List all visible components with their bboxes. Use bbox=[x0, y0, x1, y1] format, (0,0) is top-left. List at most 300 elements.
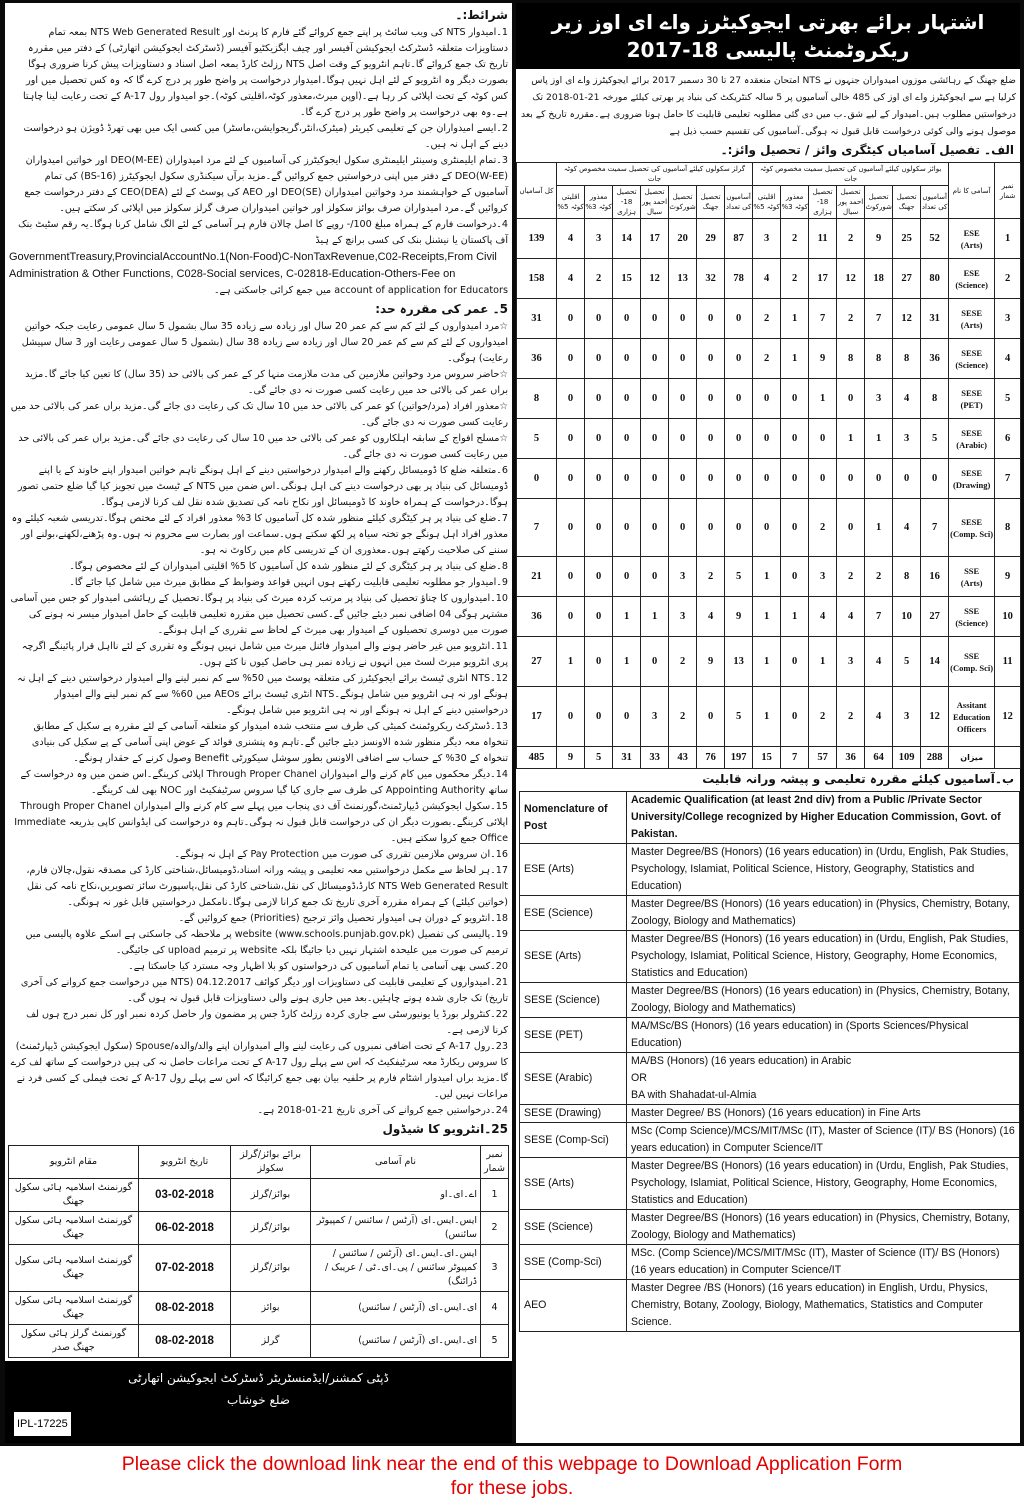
rule-item: 14۔دیگر محکموں میں کام کرنے والے امیدواران Through Proper Chanel اپلائی کرینگے۔اس ضمن میں وہ درخواست کے ساتھ Appointing Authority کی طرف سے جاری کیا گیا سروس سرٹیفکیٹ اور NOC بھی لف کرینگے۔ bbox=[20, 769, 508, 796]
girls-value-cell: 0 bbox=[697, 339, 725, 379]
boys-value-cell: 2 bbox=[837, 299, 865, 339]
boys-value-cell: 4 bbox=[865, 637, 893, 687]
boys-value-cell: 1 bbox=[809, 637, 837, 687]
nomenclature-header: Nomenclature of Post bbox=[520, 792, 627, 844]
qualification-cell: Master Degree/ BS (Honors) (16 years education) in Fine Arts bbox=[627, 1105, 1020, 1123]
condition-item: 1۔امیدوار NTS کی ویب سائٹ پر اپنے جمع کروائے گئے فارم کا پرنٹ اور NTS Web Generated Result بمعہ تمام دستاویزات متعلقہ ڈسٹرکٹ ایجوکیشن آفیسر اور چیف ایگزیکٹیو آفیسر (ڈسٹرکٹ ایجوکیشن اتھارٹی) کے دفتر میں مقررہ تاریخ تک جمع کروائے گا۔تاہم انٹرویو کے وقت اصل NTS رزلٹ کارڈ بمعہ اصل اسناد و دستاویزات پیش کرنا ضروری ہوگا بصورت دیگر وہ انٹرویو کے لئے اہل نہیں ہوگا۔امیدوار درخواست پر واضح طور پر درج کرے گا کہ وہ کس تحصیل میں اور کس کوٹہ کے تحت اپلائی کر رہا ہے۔(اوپن میرٹ،معذور کوٹہ،اقلیتی کوٹہ)۔جو امیدوار رول A-17 کے تحت رعایت لینا چاہتا ہے۔وہ بھی درخواست پر واضح طور پر درج کرے گا۔ bbox=[22, 27, 508, 118]
girls-value-cell: 0 bbox=[669, 459, 697, 499]
condition-item: 3۔تمام ایلیمنٹری وسینئر ایلیمنٹری سکول ایجوکیٹرز کی آسامیوں کے لئے مرد امیدواران DEO(M-EE) اور خواتین امیدواران DEO(W-EE) کے دفتر میں اپنی درخواستیں جمع کروائیں گے۔مزید برآں سیکنڈری سکول ایجوکیٹرز (BS-16) کی تمام آسامیوں کے خواہشمند مرد وخواتین امیدواران DEO(SE) اور AEO کی پوسٹ کے لئے CEO(DEA) کے دفتر درخواست جمع کروائیں گے۔مرد امیدواران صرف بوائز سکولز اور خواتین امیدواران صرف گرلز سکولز میں اپلائی کر سکتے ہیں۔ bbox=[24, 155, 508, 214]
boys-value-cell: 4 bbox=[753, 259, 781, 299]
vacancy-row bbox=[517, 597, 1021, 637]
boys-value-cell: 4 bbox=[809, 597, 837, 637]
boys-value-cell: 0 bbox=[837, 459, 865, 499]
girls-total-cell: 9 bbox=[557, 747, 585, 769]
boys-value-cell: 8 bbox=[837, 339, 865, 379]
girls-value-cell: 0 bbox=[669, 299, 697, 339]
boys-value-cell: 3 bbox=[893, 419, 921, 459]
serial-cell: 7 bbox=[995, 459, 1021, 499]
post-nomenclature-cell: SESE (Arts) bbox=[520, 931, 627, 983]
boys-value-cell: 1 bbox=[809, 379, 837, 419]
conditions-column bbox=[5, 3, 512, 1443]
rule-item: 12۔NTS انٹری ٹیسٹ برائے ایجوکیٹرز کی متعلقہ پوسٹ میں 50% سے کم نمبر لینے والے امیدوار درخواستیں دینے کے اہل نہ ہونگے اور نہ ہی انٹرویو میں شامل ہونگے۔NTS انٹری ٹیسٹ برائے AEOs میں 60% سے کم نمبر لینے والے امیدوار درخواستیں دینے کے اہل نہ ہونگے اور نہ ہی انٹرویو میں شامل ہونگے۔ bbox=[17, 673, 508, 716]
girls-value-cell: 9 bbox=[697, 637, 725, 687]
post-cell bbox=[949, 219, 995, 259]
qualification-row bbox=[520, 1245, 1020, 1280]
rule-item: 15۔سکول ایجوکیشن ڈیپارٹمنٹ،گورنمنٹ آف دی پنجاب میں پہلے سے کام کرنے والے امیدواران Through Proper Chanel اپلائی کرینگے۔بصورت دیگر ان کی درخواست قابل قبول نہ ہوگی۔تاہم وہ درخواست کی ایڈوانس کاپی بذریعہ Immediate Office جمع کروا سکتے ہیں۔ bbox=[14, 801, 508, 844]
boys-value-cell: 1 bbox=[753, 557, 781, 597]
post-cell bbox=[949, 339, 995, 379]
post-name-cell: ایس۔ایس۔ای (آرٹس / سائنس / کمپیوٹر سائنس) bbox=[311, 1212, 481, 1245]
girls-value-cell: 2 bbox=[669, 637, 697, 687]
rule-item: 6۔متعلقہ ضلع کا ڈومیسائل رکھنے والے امیدوار درخواستیں دینے کے اہل ہونگے تاہم خواتین امیدوار اپنے خاوند کے یا اپنے ڈومیسائل کی بنیاد پر بھی درخواست دینے کی اہل ہونگی۔اس ضمن میں NTS کے ٹیسٹ میں تجویز کیا گیا ضلع حتمی تصور ہوگا۔درخواست کے ہمراہ خاوند کا ڈومیسائل اور نکاح نامہ کی تصدیق شدہ نقل لف کرنا لازمی ہوگا۔ bbox=[17, 465, 508, 508]
girls-value-cell: 0 bbox=[585, 687, 613, 747]
boys-value-cell: 27 bbox=[893, 259, 921, 299]
post-header: آسامی کا نام bbox=[949, 163, 995, 219]
girls-value-cell: 0 bbox=[669, 379, 697, 419]
girls-value-cell: 12 bbox=[641, 259, 669, 299]
boys-value-cell: 2 bbox=[753, 299, 781, 339]
school-type-cell: گرلز bbox=[231, 1325, 311, 1358]
vacancy-row bbox=[517, 499, 1021, 557]
boys-value-cell: 16 bbox=[921, 557, 949, 597]
vacancy-subheader-row bbox=[517, 186, 1021, 219]
total-cell: 36 bbox=[517, 597, 557, 637]
post-name-line: Assitant bbox=[956, 699, 987, 710]
post-nomenclature-cell: ESE (Arts) bbox=[520, 844, 627, 896]
boys-total-cell: 57 bbox=[809, 747, 837, 769]
total-cell: 5 bbox=[517, 419, 557, 459]
qualification-cell: Master Degree/BS (Honors) (16 years education) in (Urdu, English, Pak Studies, Psychology, Islamiat, Political Science, History, Geography, Statistics and Education) bbox=[627, 844, 1020, 896]
total-row-label: میزان bbox=[949, 747, 995, 769]
qualification-row bbox=[520, 983, 1020, 1018]
vacancy-row bbox=[517, 299, 1021, 339]
boys-value-cell: 7 bbox=[921, 499, 949, 557]
girls-subheader: اقلیتی کوٹہ 5% bbox=[557, 186, 585, 219]
interview-row bbox=[9, 1245, 509, 1292]
girls-value-cell: 0 bbox=[641, 419, 669, 459]
post-name-line: (Arts) bbox=[960, 319, 983, 330]
post-name-cell: اے۔ای۔او bbox=[311, 1179, 481, 1212]
boys-value-cell: 7 bbox=[865, 597, 893, 637]
girls-total-cell: 76 bbox=[697, 747, 725, 769]
rule-item: 9۔امیدوار جو مطلوبہ تعلیمی قابلیت رکھتے ہوں انہیں قواعد وضوابط کے مطابق میرٹ میں شامل کیا جائے گا۔ bbox=[69, 577, 508, 588]
interview-date-cell: 06-02-2018 bbox=[139, 1212, 231, 1245]
girls-value-cell: 1 bbox=[557, 637, 585, 687]
boys-value-cell: 14 bbox=[921, 637, 949, 687]
total-cell: 17 bbox=[517, 687, 557, 747]
girls-value-cell: 0 bbox=[585, 299, 613, 339]
venue-cell: گورنمنٹ اسلامیہ ہائی سکول جھنگ bbox=[9, 1292, 139, 1325]
post-name-line: SESE bbox=[961, 307, 983, 318]
boys-value-cell: 0 bbox=[921, 459, 949, 499]
boys-subheader: تحصیل جھنگ bbox=[893, 186, 921, 219]
girls-value-cell: 3 bbox=[669, 557, 697, 597]
boys-value-cell: 9 bbox=[865, 219, 893, 259]
vacancy-row bbox=[517, 339, 1021, 379]
rule-item: 22۔کنٹرولر بورڈ یا یونیورسٹی سے جاری کردہ رزلٹ کارڈ جس پر مضمون وار حاصل کردہ نمبر اور کل نمبر درج ہوں لف کرنا لازمی ہے۔ bbox=[26, 1009, 508, 1036]
qualification-cell: Master Degree/BS (Honors) (16 years education) in (Physics, Chemistry, Botany, Zoology, Biology and Mathematics) bbox=[627, 896, 1020, 931]
post-name-cell: ای۔ایس۔ای (آرٹس / سائنس) bbox=[311, 1325, 481, 1358]
boys-value-cell: 0 bbox=[809, 459, 837, 499]
post-name-line: (Arts) bbox=[960, 577, 983, 588]
serial-cell: 2 bbox=[995, 259, 1021, 299]
boys-value-cell: 3 bbox=[865, 379, 893, 419]
boys-value-cell: 0 bbox=[781, 379, 809, 419]
vacancies-column bbox=[516, 3, 1020, 1443]
boys-value-cell: 0 bbox=[809, 419, 837, 459]
post-name-line: SESE bbox=[961, 427, 983, 438]
girls-value-cell: 0 bbox=[725, 499, 753, 557]
girls-value-cell: 3 bbox=[585, 219, 613, 259]
post-name-line: (Science) bbox=[955, 359, 988, 370]
girls-value-cell: 0 bbox=[557, 459, 585, 499]
vacancy-total-row bbox=[517, 747, 1021, 769]
total-cell: 7 bbox=[517, 499, 557, 557]
qualification-row bbox=[520, 1105, 1020, 1123]
girls-value-cell: 2 bbox=[697, 557, 725, 597]
boys-value-cell: 80 bbox=[921, 259, 949, 299]
post-cell bbox=[949, 637, 995, 687]
qualification-row bbox=[520, 1123, 1020, 1158]
school-type-cell: بوائز/گرلز bbox=[231, 1245, 311, 1292]
post-name-line: ESE bbox=[963, 267, 980, 278]
girls-value-cell: 0 bbox=[557, 339, 585, 379]
girls-value-cell: 4 bbox=[557, 219, 585, 259]
girls-value-cell: 3 bbox=[669, 597, 697, 637]
boys-value-cell: 0 bbox=[781, 459, 809, 499]
boys-value-cell: 52 bbox=[921, 219, 949, 259]
girls-value-cell: 0 bbox=[557, 557, 585, 597]
post-nomenclature-cell: AEO bbox=[520, 1280, 627, 1332]
girls-value-cell: 0 bbox=[697, 379, 725, 419]
serial-cell: 2 bbox=[481, 1212, 509, 1245]
post-nomenclature-cell: SSE (Comp-Sci) bbox=[520, 1245, 627, 1280]
qualification-row bbox=[520, 1018, 1020, 1053]
condition-item: 2۔ایسے امیدواران جن کے تعلیمی کیریئر (میٹرک،انٹر،گریجوایشن،ماسٹر) میں کسی ایک میں بھی تھرڈ ڈویژن ہو درخواست دینے کے اہل نہ ہیں۔ bbox=[23, 123, 508, 150]
boys-value-cell: 12 bbox=[837, 259, 865, 299]
girls-value-cell: 0 bbox=[725, 459, 753, 499]
boys-value-cell: 12 bbox=[893, 299, 921, 339]
total-cell: 158 bbox=[517, 259, 557, 299]
boys-value-cell: 8 bbox=[893, 557, 921, 597]
girls-value-cell: 0 bbox=[641, 379, 669, 419]
fee-head-english: GovernmentTreasury,ProvincialAccountNo.1(Non-Food)C-NonTaxRevenue,C02-Receipts,From Civil Administration & Other Functions, C028-Social services, C-02818-Education-Others-Fee on bbox=[9, 251, 497, 280]
ipl-code-row bbox=[5, 1411, 512, 1437]
interview-row bbox=[9, 1212, 509, 1245]
conditions-text bbox=[5, 3, 512, 1143]
boys-value-cell: 31 bbox=[921, 299, 949, 339]
serial-cell: 4 bbox=[995, 339, 1021, 379]
boys-subheader: تحصیل 18-ہزاری bbox=[809, 186, 837, 219]
serial-cell: 9 bbox=[995, 557, 1021, 597]
post-name-line: (Science) bbox=[955, 279, 988, 290]
girls-value-cell: 2 bbox=[669, 687, 697, 747]
girls-value-cell: 0 bbox=[641, 637, 669, 687]
post-name-line: (Comp. Sci) bbox=[950, 662, 994, 673]
venue-cell: گورنمنٹ گرلز ہائی سکول جھنگ صدر bbox=[9, 1325, 139, 1358]
boys-value-cell: 2 bbox=[809, 687, 837, 747]
boys-total-cell: 7 bbox=[781, 747, 809, 769]
girls-value-cell: 0 bbox=[613, 299, 641, 339]
serial-cell: 1 bbox=[481, 1179, 509, 1212]
girls-value-cell: 0 bbox=[585, 597, 613, 637]
boys-total-cell: 36 bbox=[837, 747, 865, 769]
boys-value-cell: 3 bbox=[753, 219, 781, 259]
girls-value-cell: 0 bbox=[697, 419, 725, 459]
rule-item: 7۔ضلع کی بنیاد پر ہر کیٹگری کیلئے منظور شدہ کل آسامیوں کا 3% معذور افراد کے لئے مختص ہوگا۔تدریسی شعبہ کیلئے وہ معذور افراد اہل ہونگے جو تختہ سیاہ پر لکھ سکتے ہوں۔سماعت اور بصارت سے محروم نہ ہوں۔وہ پڑھنے،لکھنے،بولنے اور سننے کی صلاحیت رکھتے ہوں۔معذوری ان کے تدریسی کام میں رکاوٹ نہ ہو۔ bbox=[11, 513, 508, 556]
boys-value-cell: 2 bbox=[837, 557, 865, 597]
total-cell: 21 bbox=[517, 557, 557, 597]
rule-item: 18۔انٹرویو کے دوران ہی امیدوار تحصیل وائز ترجیح (Priorities) جمع کروائیں گے۔ bbox=[178, 913, 508, 924]
girls-value-cell: 0 bbox=[641, 339, 669, 379]
girls-value-cell: 0 bbox=[613, 557, 641, 597]
post-name-line: SSE bbox=[964, 565, 980, 576]
girls-value-cell: 17 bbox=[641, 219, 669, 259]
total-cell: 36 bbox=[517, 339, 557, 379]
interview-date-cell: 07-02-2018 bbox=[139, 1245, 231, 1292]
post-name-line: SESE bbox=[961, 516, 983, 527]
girls-value-cell: 0 bbox=[585, 339, 613, 379]
interview-header-cell: نام آسامی bbox=[311, 1146, 481, 1179]
ad-title: اشتہار برائے بھرتی ایجوکیٹرز واے ای اوز زیر ریکروٹمنٹ پالیسی 18-2017 bbox=[516, 3, 1020, 69]
fee-tail: account of application for Educators میں جمع کرائی جاسکتی ہے۔ bbox=[213, 285, 508, 296]
post-nomenclature-cell: SESE (Arabic) bbox=[520, 1053, 627, 1105]
signature-block bbox=[5, 1361, 512, 1443]
ipl-code: IPL-17225 bbox=[13, 1411, 72, 1437]
vacancy-row bbox=[517, 459, 1021, 499]
boys-total-cell: 109 bbox=[893, 747, 921, 769]
boys-value-cell: 0 bbox=[781, 637, 809, 687]
girls-subheader: تحصیل جھنگ bbox=[697, 186, 725, 219]
vacancy-group-header-row bbox=[517, 163, 1021, 186]
post-cell bbox=[949, 459, 995, 499]
post-cell bbox=[949, 379, 995, 419]
girls-value-cell: 5 bbox=[725, 557, 753, 597]
download-notice-line2: for these jobs. bbox=[450, 1477, 574, 1499]
boys-value-cell: 2 bbox=[837, 687, 865, 747]
serial-cell: 12 bbox=[995, 687, 1021, 747]
qualification-row bbox=[520, 844, 1020, 896]
serial-cell: 5 bbox=[481, 1325, 509, 1358]
total-header: کل آسامیاں bbox=[517, 163, 557, 219]
rule-item: ☆حاضر سروس مرد وخواتین ملازمین کی مدت ملازمت منہا کر کے عمر کی بالائی حد (35 سال) کا تعین کیا جائے گا۔مزید براں عمر کی بالائی حد میں رعایت کسی صورت نہ دی جائے گی۔ bbox=[25, 369, 508, 396]
post-cell bbox=[949, 597, 995, 637]
boys-value-cell: 3 bbox=[809, 557, 837, 597]
qualification-header-row bbox=[520, 792, 1020, 844]
girls-value-cell: 13 bbox=[669, 259, 697, 299]
school-type-cell: بوائز/گرلز bbox=[231, 1179, 311, 1212]
serial-cell: 3 bbox=[481, 1245, 509, 1292]
qualification-cell: Master Degree /BS (Honors) (16 years education) in English, Urdu, Physics, Chemistry, Botany, Zoology, Biology, Mathematics, Statistics and Computer Science. bbox=[627, 1280, 1020, 1332]
boys-total-cell: 288 bbox=[921, 747, 949, 769]
qualification-cell: Master Degree/BS (Honors) (16 years education) in (Physics, Chemistry, Botany, Zoology, Biology and Mathematics) bbox=[627, 983, 1020, 1018]
rule-item: 11۔انٹرویو میں غیر حاضر ہونے والے امیدوار فائنل میرٹ میں شامل نہیں ہونگے وہ تقرری کے لئے نااہل قرار پائینگے اگرچہ پری انٹرویو میرٹ لسٹ میں انہوں نے زیادہ نمبر ہی حاصل کیوں نا کئے ہوں۔ bbox=[21, 641, 508, 668]
signature-district: ضلع خوشاب bbox=[227, 1393, 290, 1407]
boys-value-cell: 4 bbox=[837, 597, 865, 637]
boys-value-cell: 5 bbox=[893, 637, 921, 687]
boys-value-cell: 27 bbox=[921, 597, 949, 637]
qualification-header: Academic Qualification (at least 2nd div) from a Public /Private Sector University/College recognized by Higher Education Commission, Govt. of Pakistan. bbox=[627, 792, 1020, 844]
qualification-row bbox=[520, 896, 1020, 931]
boys-value-cell: 7 bbox=[865, 299, 893, 339]
boys-value-cell: 0 bbox=[781, 687, 809, 747]
boys-subheader: معذور کوٹہ 3% bbox=[781, 186, 809, 219]
girls-value-cell: 0 bbox=[641, 459, 669, 499]
vacancy-row bbox=[517, 637, 1021, 687]
girls-value-cell: 5 bbox=[725, 687, 753, 747]
girls-value-cell: 0 bbox=[641, 299, 669, 339]
condition-item: 4۔درخواست فارم کے ہمراہ مبلغ 100/- روپے کا اصل چالان فارم ہر آسامی کے لئے الگ شامل کرنا ہوگا۔یہ رقم سٹیٹ بنک آف پاکستان یا نیشنل بنک کی کسی برانچ کے ہیڈ bbox=[18, 219, 508, 246]
rule-item: 10۔امیدواروں کا چناؤ تحصیل کی بنیاد پر مرتب کردہ میرٹ کی بنیاد پر ہوگا۔تحصیل کے رہائشی امیدوار کو جس میں آسامی مشتہر ہوگی 04 اضافی نمبر دیئے جائیں گے۔کسی تحصیل میں مقررہ تعلیمی قابلیت کے حامل امیدوار میسر نہ ہونے کی صورت میں دوسری تحصیلوں کے امیدوار بھی میرٹ کے لحاظ سے تقرری کے اہل ہونگے۔ bbox=[10, 593, 508, 636]
vacancy-row bbox=[517, 687, 1021, 747]
interview-schedule-heading: 25۔انٹرویو کا شیڈول bbox=[382, 1122, 508, 1136]
total-cell: 31 bbox=[517, 299, 557, 339]
right-column-spacer bbox=[516, 1335, 1020, 1443]
serial-cell: 3 bbox=[995, 299, 1021, 339]
interview-date-cell: 08-02-2018 bbox=[139, 1292, 231, 1325]
boys-value-cell: 18 bbox=[865, 259, 893, 299]
boys-group-header: بوائز سکولوں کیلئے آسامیوں کی تحصیل سمیت مخصوص کوٹہ جات bbox=[753, 163, 949, 186]
rule-item: ☆معذور افراد (مرد/خواتین) کو عمر کی بالائی حد میں 10 سال تک کی رعایت دی جائے گی۔مزید براں عمر کی بالائی حد میں رعایت کسی صورت نہ دی جائے گی۔ bbox=[10, 401, 508, 428]
post-name-cell: ای۔ایس۔ای (آرٹس / سائنس) bbox=[311, 1292, 481, 1325]
signature-authority: ڈپٹی کمشنر/ایڈمنسٹریٹر ڈسٹرکٹ ایجوکیشن اتھارٹی bbox=[128, 1371, 389, 1385]
girls-value-cell: 87 bbox=[725, 219, 753, 259]
girls-value-cell: 0 bbox=[725, 419, 753, 459]
girls-value-cell: 29 bbox=[697, 219, 725, 259]
qualification-cell: MSc. (Comp Science)/MCS/MIT/MSc (IT), Master of Science (IT)/ BS (Honors) (16 years education) in Computer Science/IT bbox=[627, 1245, 1020, 1280]
post-name-line: (Science) bbox=[955, 617, 988, 628]
girls-value-cell: 13 bbox=[725, 637, 753, 687]
vacancy-row bbox=[517, 219, 1021, 259]
girls-value-cell: 0 bbox=[725, 339, 753, 379]
post-name-line: (Comp. Sci) bbox=[950, 528, 994, 539]
girls-value-cell: 0 bbox=[557, 597, 585, 637]
boys-value-cell: 4 bbox=[893, 499, 921, 557]
post-name-line: SSE bbox=[964, 650, 980, 661]
venue-cell: گورنمنٹ اسلامیہ ہائی سکول جھنگ bbox=[9, 1212, 139, 1245]
girls-total-cell: 31 bbox=[613, 747, 641, 769]
girls-value-cell: 0 bbox=[557, 419, 585, 459]
girls-value-cell: 14 bbox=[613, 219, 641, 259]
qualification-cell: Master Degree/BS (Honors) (16 years education) in (Urdu, English, Pak Studies, Psychology, Islamiat, Political Science, History, Geography, Home Economics, Statistics and Education) bbox=[627, 931, 1020, 983]
girls-value-cell: 0 bbox=[613, 379, 641, 419]
rule-item: ☆مسلح افواج کے سابقہ اہلکاروں کو عمر کی بالائی حد میں 10 سال کی رعایت دی جائے گی۔مزید براں عمر کی بالائی حد میں رعایت کسی صورت نہ دی جائے گی۔ bbox=[18, 433, 508, 460]
boys-value-cell: 0 bbox=[865, 459, 893, 499]
rule-item: 23۔رول A-17 کے تحت اضافی نمبروں کی رعایت لینے والے امیدواران اپنے والد/والدہ/Spouse (سکول ایجوکیشن ڈیپارٹمنٹ) کا سروس ریکارڈ معہ سرٹیفکیٹ کہ اس سے پہلے رول A-17 کے تحت مراعات حاصل نہ کی ہیں درخواست کے ساتھ لف کرے گا۔مزید براں امیدوار اشٹام فارم پر حلفیہ بیان بھی جمع کرائیگا کہ اس سے پہلے رول A-17 کے تحت فیملی کے کسی فرد نے مراعات نہیں لیں۔ bbox=[10, 1041, 508, 1100]
rule-item: ☆مرد امیدواروں کے لئے کم سے کم عمر 20 سال اور زیادہ سے زیادہ 35 سال بشمول 5 سال عمومی رعایت جبکہ خواتین امیدواروں کے لئے کم سے کم عمر 20 سال اور زیادہ سے زیادہ 38 سال (بشمول 5 سال عمومی رعایت اور 3 سال سپیشل رعایت) ہوگی۔ bbox=[21, 321, 508, 364]
total-cell: 0 bbox=[517, 459, 557, 499]
girls-value-cell: 1 bbox=[613, 637, 641, 687]
qualification-cell: MA/MSc/BS (Honors) (16 years education) in (Sports Sciences/Physical Education) bbox=[627, 1018, 1020, 1053]
girls-subheader: آسامیوں کی تعداد bbox=[725, 186, 753, 219]
interview-header-cell: مقام انٹرویو bbox=[9, 1146, 139, 1179]
post-nomenclature-cell: ESE (Science) bbox=[520, 896, 627, 931]
boys-value-cell: 0 bbox=[781, 557, 809, 597]
qualification-row bbox=[520, 1158, 1020, 1210]
boys-value-cell: 0 bbox=[781, 419, 809, 459]
boys-subheader: اقلیتی کوٹہ 5% bbox=[753, 186, 781, 219]
qualification-row bbox=[520, 1280, 1020, 1332]
grand-total-cell: 485 bbox=[517, 747, 557, 769]
vacancy-row bbox=[517, 419, 1021, 459]
boys-value-cell: 2 bbox=[837, 219, 865, 259]
girls-subheader: معذور کوٹہ 3% bbox=[585, 186, 613, 219]
post-name-line: SESE bbox=[961, 347, 983, 358]
girls-subheader: تحصیل شورکوٹ bbox=[669, 186, 697, 219]
girls-value-cell: 0 bbox=[585, 419, 613, 459]
interview-row bbox=[9, 1292, 509, 1325]
girls-value-cell: 1 bbox=[641, 597, 669, 637]
girls-value-cell: 0 bbox=[725, 299, 753, 339]
interview-header-row bbox=[9, 1146, 509, 1179]
ad-intro: ضلع جھنگ کے رہائشی موزوں امیدواران جنہوں نے NTS امتحان منعقدہ 27 تا 30 دسمبر 2017 برائے ایجوکیٹرز واے ای اوز پاس کرلیا ہے سے ایجوکیٹرز واے ای اوز کی 485 خالی آسامیوں پر 5 سالہ کنٹریکٹ کی بنیاد پر بھرتی کیلئے مورخہ 21-01-2018 تک درخواستیں مطلوب ہیں۔امیدوار کے لیے شق۔ب میں دی گئی مطلوبہ تعلیمی قابلیت کا حامل ہونا ضروری ہے۔مقررہ تاریخ کے بعد موصول ہونے والی کوئی درخواست قابل قبول نہ ہوگی۔آسامیوں کی تقسیم حسب ذیل ہے bbox=[521, 75, 1016, 137]
boys-value-cell: 0 bbox=[893, 459, 921, 499]
qualification-cell: Master Degree/BS (Honors) (16 years education) in (Urdu, English, Pak Studies, Psychology, Islamiat, Political Science, History, Geography, Home Economics, Statistics and Education) bbox=[627, 1158, 1020, 1210]
girls-value-cell: 32 bbox=[697, 259, 725, 299]
venue-cell: گورنمنٹ اسلامیہ ہائی سکول جھنگ bbox=[9, 1245, 139, 1292]
post-nomenclature-cell: SESE (Drawing) bbox=[520, 1105, 627, 1123]
boys-value-cell: 17 bbox=[809, 259, 837, 299]
girls-value-cell: 0 bbox=[585, 637, 613, 687]
girls-value-cell: 0 bbox=[613, 419, 641, 459]
boys-value-cell: 0 bbox=[837, 499, 865, 557]
qualification-cell: MSc (Comp Science)/MCS/MIT/MSc (IT), Master of Science (IT)/ BS (Honors) (16 years education) in Computer Science/IT bbox=[627, 1123, 1020, 1158]
post-cell bbox=[949, 557, 995, 597]
girls-value-cell: 0 bbox=[557, 687, 585, 747]
vacancy-row bbox=[517, 259, 1021, 299]
post-nomenclature-cell: SSE (Science) bbox=[520, 1210, 627, 1245]
post-name-line: Officers bbox=[957, 723, 987, 734]
post-nomenclature-cell: SESE (Science) bbox=[520, 983, 627, 1018]
boys-value-cell: 0 bbox=[753, 419, 781, 459]
vacancy-table bbox=[516, 162, 1021, 769]
girls-value-cell: 0 bbox=[585, 499, 613, 557]
girls-value-cell: 0 bbox=[697, 459, 725, 499]
venue-cell: گورنمنٹ اسلامیہ ہائی سکول جھنگ bbox=[9, 1179, 139, 1212]
girls-value-cell: 0 bbox=[697, 299, 725, 339]
conditions-list bbox=[9, 25, 508, 249]
girls-value-cell: 0 bbox=[585, 557, 613, 597]
qualification-row bbox=[520, 1053, 1020, 1105]
boys-value-cell: 3 bbox=[837, 637, 865, 687]
rule-item: 13۔ڈسٹرکٹ ریکروٹمنٹ کمیٹی کی طرف سے منتخب شدہ امیدوار کو متعلقہ آسامی کے لئے مقررہ پے سکیل کے مطابق تنخواہ معہ دیگر منظور شدہ الاونسز دیئے جائیں گے۔تاہم وہ پنشنری فوائد کے عوض اپنی آسامی کے پے سکیل کی بنیادی تنخواہ کے 30% کے حساب سے اضافی الاونس بطور سوشل سیکورٹی Benefit وصول کرنے کے حقدار ہونگے۔ bbox=[31, 721, 508, 764]
interview-header-cell: برائے بوائز/گرلز سکولز bbox=[231, 1146, 311, 1179]
girls-total-cell: 33 bbox=[641, 747, 669, 769]
girls-value-cell: 20 bbox=[669, 219, 697, 259]
boys-value-cell: 2 bbox=[781, 219, 809, 259]
post-nomenclature-cell: SESE (Comp-Sci) bbox=[520, 1123, 627, 1158]
post-name-line: Education bbox=[952, 711, 991, 722]
age-limit-heading: 5۔ عمر کی مقررہ حد: bbox=[375, 302, 508, 316]
girls-value-cell: 2 bbox=[585, 259, 613, 299]
age-rules-list bbox=[9, 319, 508, 1119]
boys-value-cell: 36 bbox=[921, 339, 949, 379]
post-name-line: SESE bbox=[961, 467, 983, 478]
girls-value-cell: 0 bbox=[557, 299, 585, 339]
girls-value-cell: 0 bbox=[641, 557, 669, 597]
girls-value-cell: 0 bbox=[613, 339, 641, 379]
post-cell bbox=[949, 687, 995, 747]
post-cell bbox=[949, 499, 995, 557]
school-type-cell: بوائز/گرلز bbox=[231, 1212, 311, 1245]
post-cell bbox=[949, 259, 995, 299]
boys-value-cell: 1 bbox=[753, 597, 781, 637]
girls-subheader: تحصیل 18-ہزاری bbox=[613, 186, 641, 219]
serial-cell: 11 bbox=[995, 637, 1021, 687]
girls-value-cell: 0 bbox=[669, 339, 697, 379]
download-notice bbox=[0, 1446, 1024, 1510]
boys-total-cell: 15 bbox=[753, 747, 781, 769]
